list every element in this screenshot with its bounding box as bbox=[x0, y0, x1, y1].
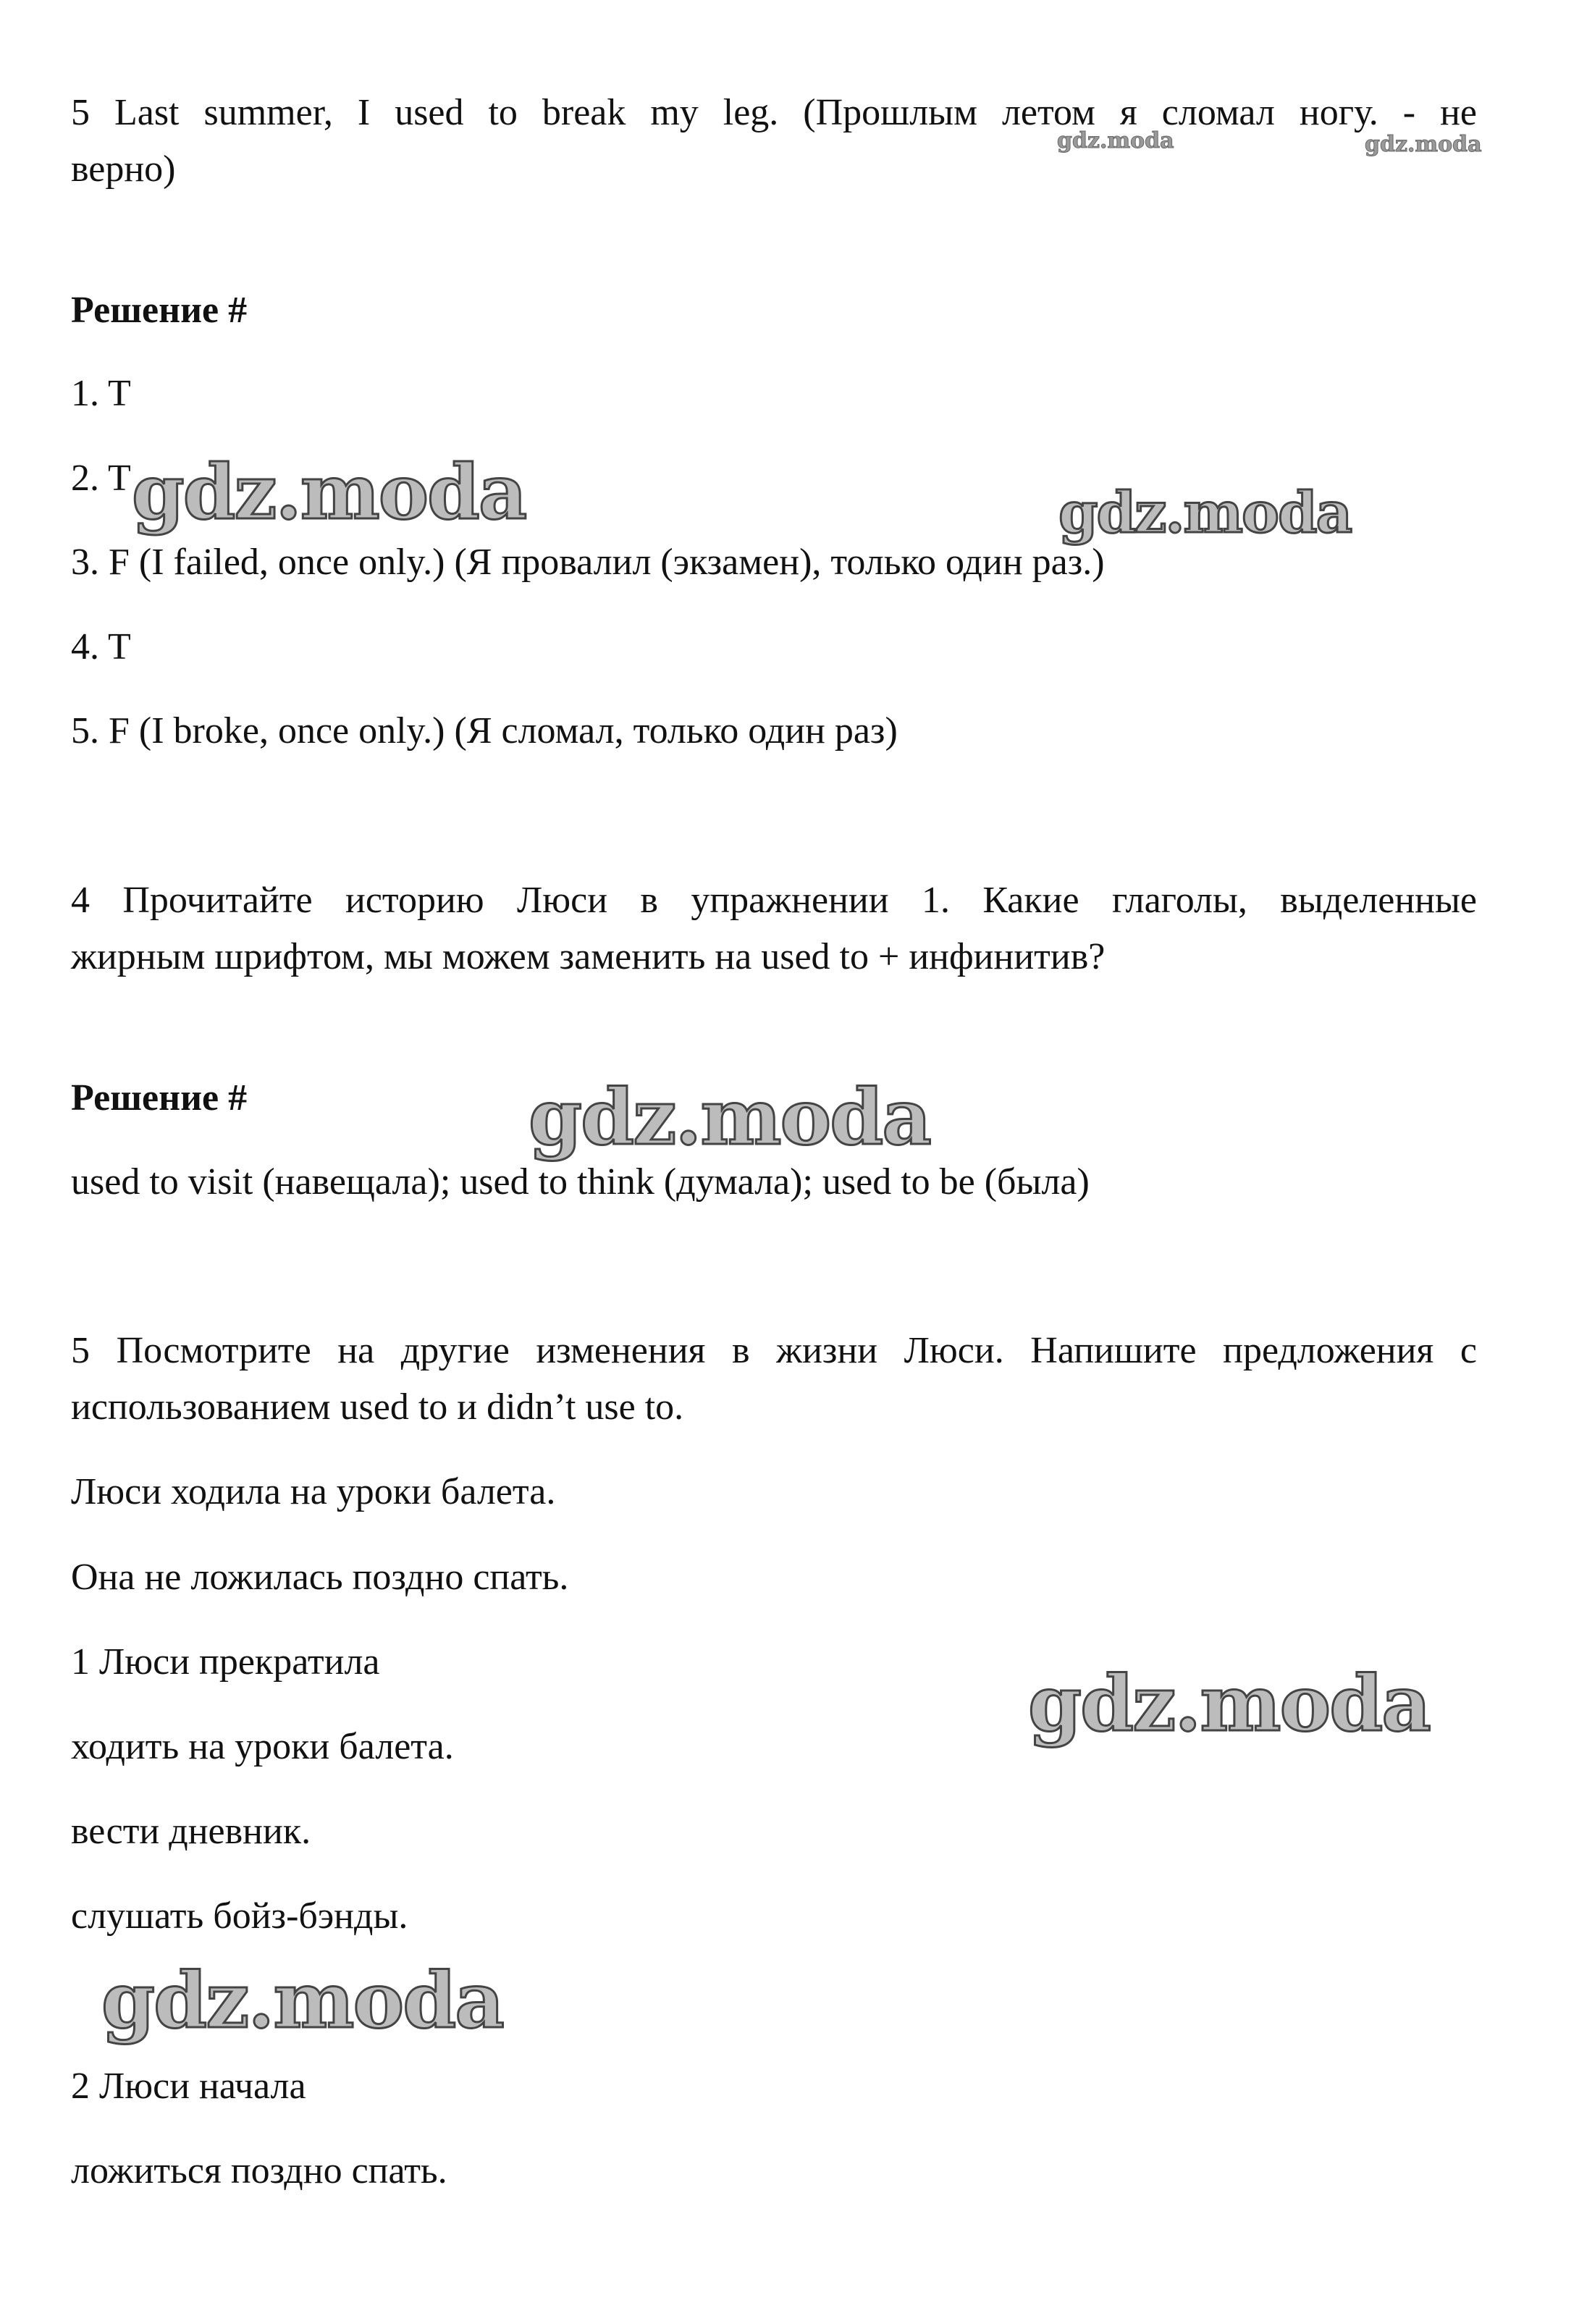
item-2-heading: 2 Люси начала bbox=[71, 2066, 306, 2107]
watermark: gdz.moda bbox=[529, 1072, 930, 1162]
task-5-line-1: 5 Посмотрите на другие изменения в жизни Люси. Напишите предложения с bbox=[71, 1330, 1477, 1371]
watermark: gdz.moda bbox=[132, 447, 526, 536]
sentence-5-line-2: верно) bbox=[71, 148, 176, 190]
item-1-line-1: ходить на уроки балета. bbox=[71, 1726, 454, 1767]
answer-4: 4. T bbox=[71, 626, 131, 668]
watermark: gdz.moda bbox=[101, 1955, 503, 2045]
watermark: gdz.moda bbox=[1028, 1658, 1430, 1748]
sentence-5-line-1: 5 Last summer, I used to break my leg. (Прошлым летом я сломал ногу. - не bbox=[71, 92, 1477, 133]
answer-3: 3. F (I failed, once only.) (Я провалил (экзамен), только один раз.) bbox=[71, 542, 1105, 583]
watermark-small: gdz.moda bbox=[1365, 132, 1482, 157]
item-2-line-1: ложиться поздно спать. bbox=[71, 2150, 447, 2192]
example-line-2: Она не ложилась поздно спать. bbox=[71, 1557, 569, 1598]
answer-1: 1. T bbox=[71, 373, 131, 414]
watermark: gdz.moda bbox=[1058, 480, 1352, 546]
task-4-line-2: жирным шрифтом, мы можем заменить на used to + инфинитив? bbox=[71, 936, 1106, 977]
watermark-small: gdz.moda bbox=[1057, 128, 1174, 153]
task-5-line-2: использованием used to и didn’t use to. bbox=[71, 1386, 684, 1428]
item-1-line-3: слушать бойз-бэнды. bbox=[71, 1895, 408, 1937]
solution-heading: Решение # bbox=[71, 290, 248, 331]
item-1-heading: 1 Люси прекратила bbox=[71, 1641, 380, 1683]
item-1-line-2: вести дневник. bbox=[71, 1811, 311, 1852]
answer-2: 2. T bbox=[71, 458, 131, 499]
task-4-line-1: 4 Прочитайте историю Люси в упражнении 1. Какие глаголы, выделенные bbox=[71, 880, 1477, 921]
example-line-1: Люси ходила на уроки балета. bbox=[71, 1471, 556, 1512]
solution-heading: Решение # bbox=[71, 1077, 248, 1119]
solution-text: used to visit (навещала); used to think (думала); used to be (была) bbox=[71, 1161, 1090, 1203]
answer-5: 5. F (I broke, once only.) (Я сломал, только один раз) bbox=[71, 710, 898, 751]
